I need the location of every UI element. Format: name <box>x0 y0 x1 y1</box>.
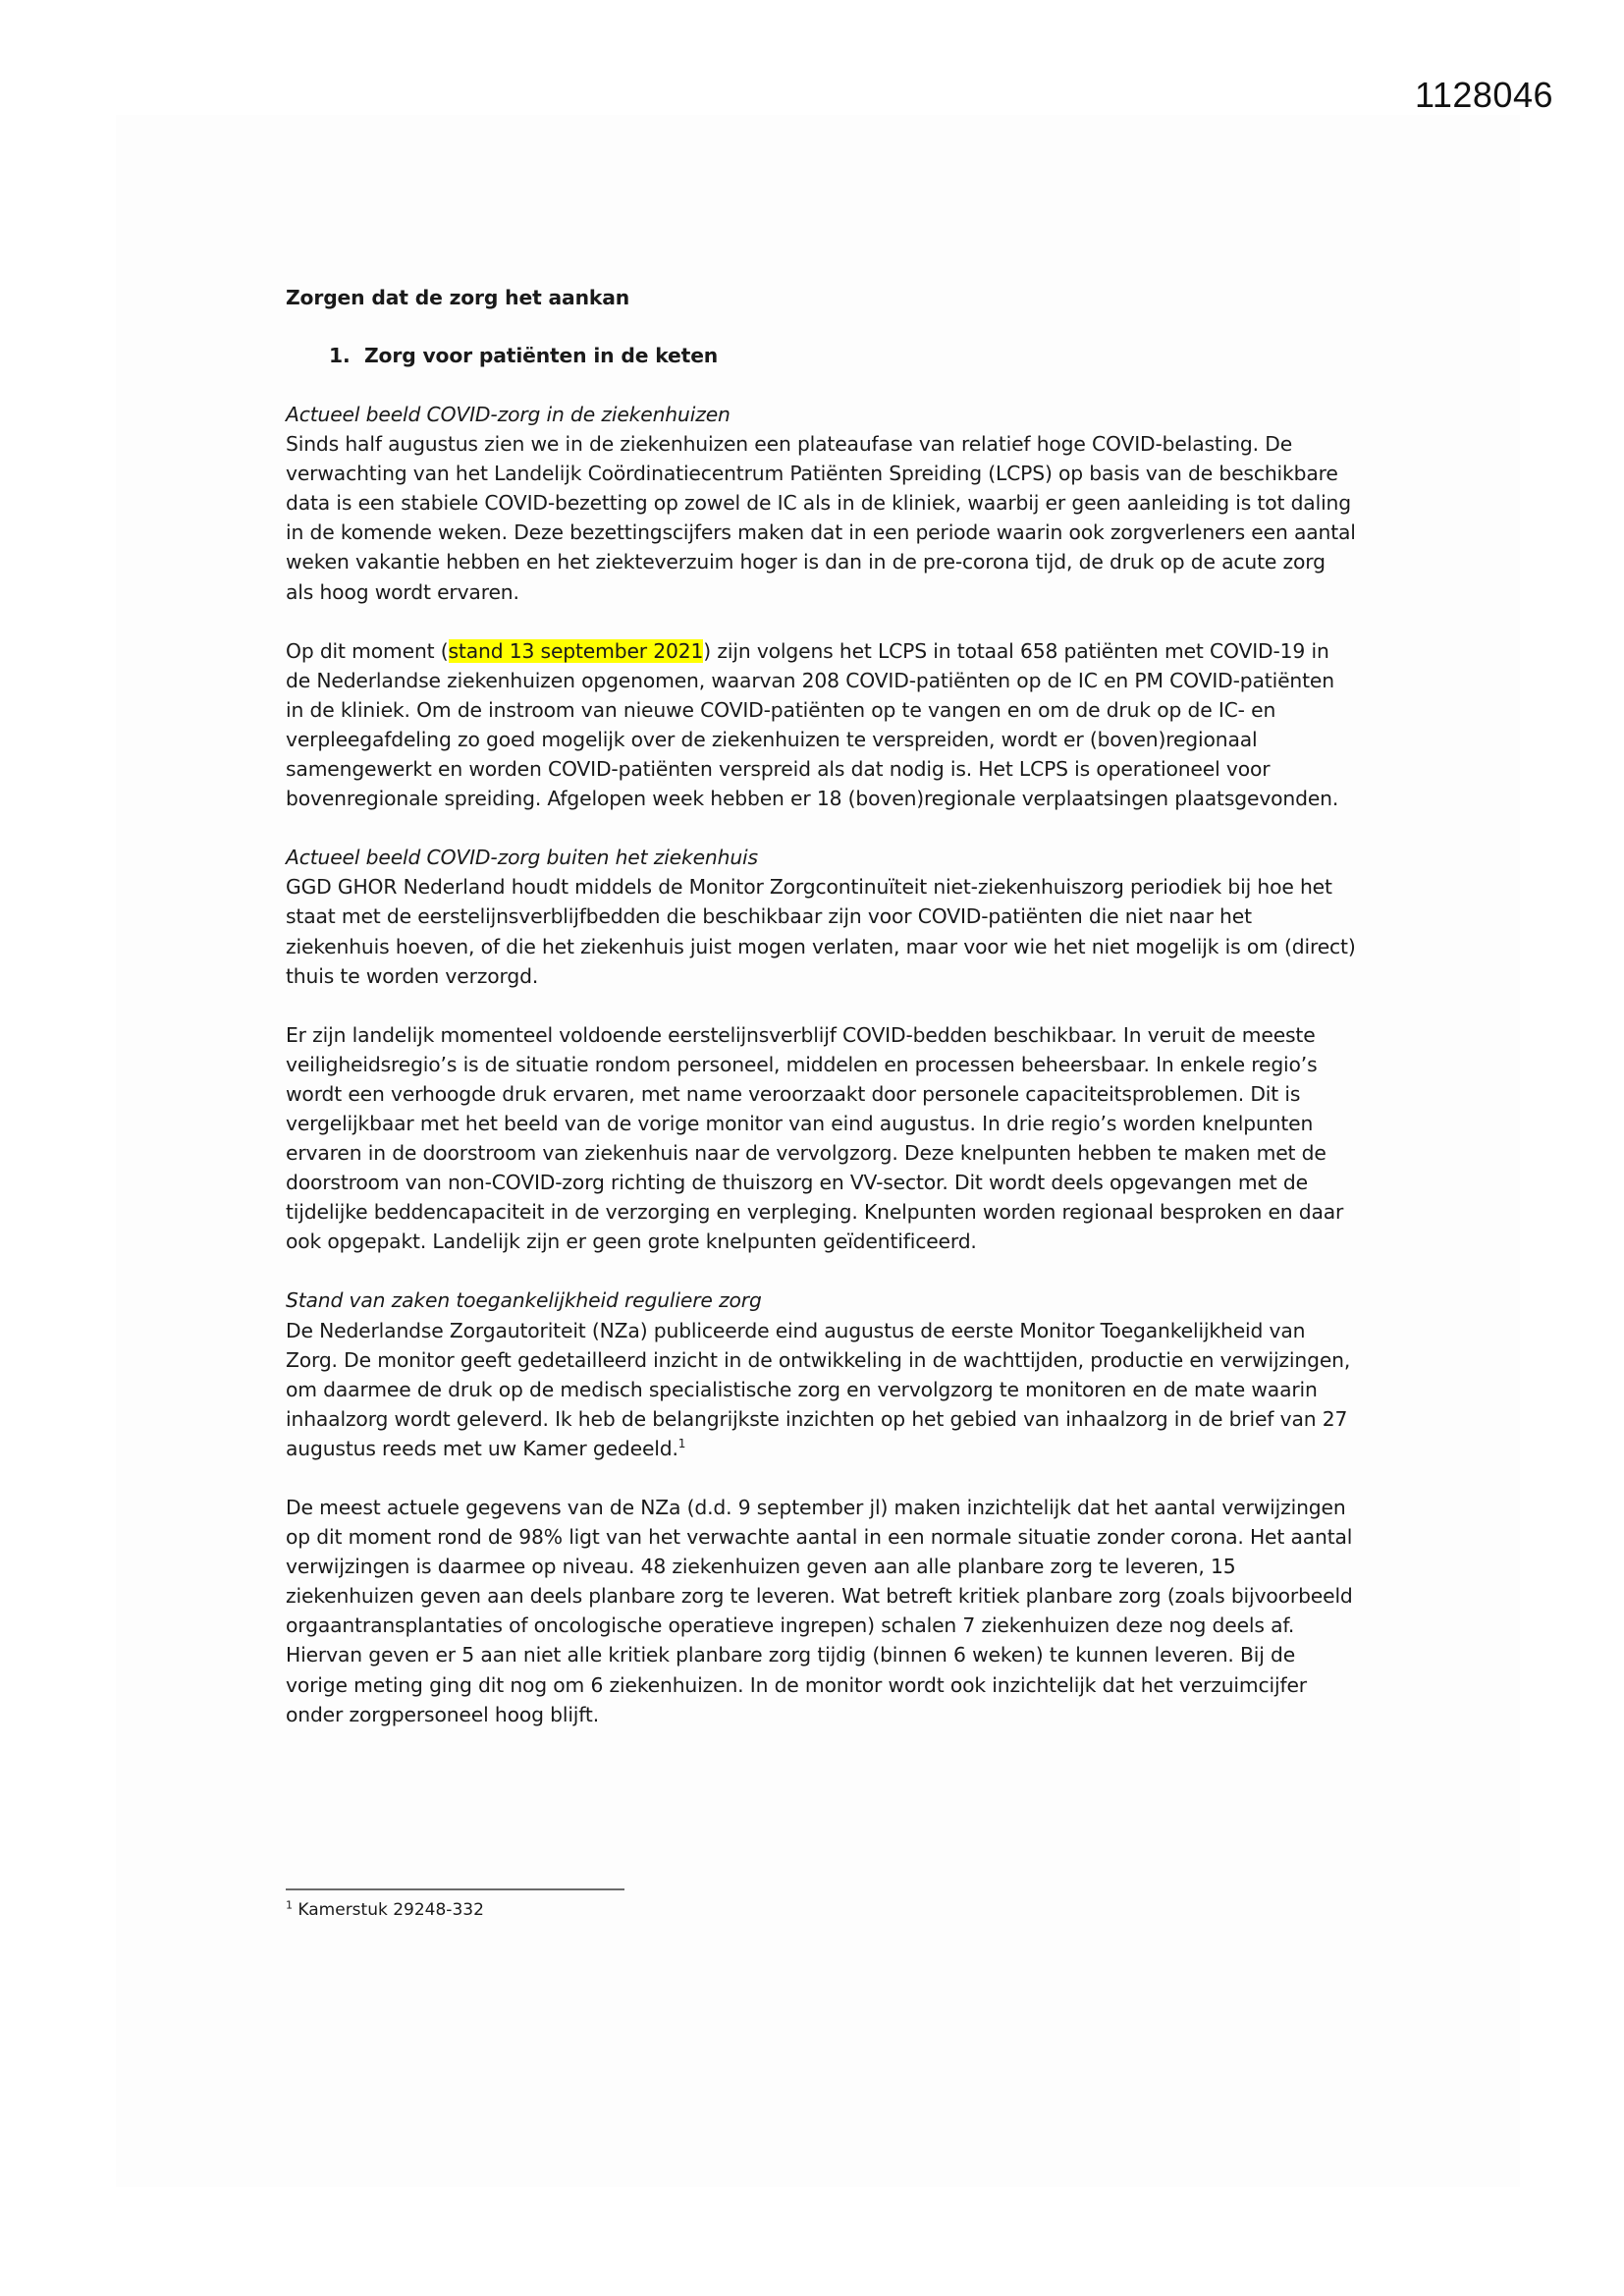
section-covid-care-outside-hospital <box>286 843 1356 1256</box>
main-heading: Zorgen dat de zorg het aankan <box>286 286 630 309</box>
footnote-marker: 1 <box>286 1898 293 1912</box>
paragraph: Er zijn landelijk momenteel voldoende eerstelijnsverblijf COVID-bedden beschikbaar. In veruit de meeste veiligheidsregio’s is de situatie rondom personeel, middelen en processen beheersbaar. In enkele regio’s wordt een verhoogde druk ervaren, met name veroorzaakt door personele capaciteitsproblemen. Dit is vergelijkbaar met het beeld van de vorige monitor van eind augustus. In drie regio’s worden knelpunten ervaren in de doorstroom van ziekenhuis naar de vervolgzorg. Deze knelpunten hebben te maken met de doorstroom van non-COVID-zorg richting de thuiszorg en VV-sector. Dit wordt deels opgevangen met de tijdelijke beddencapaciteit in de verzorging en verpleging. Knelpunten worden regionaal besproken en daar ook opgepakt. Landelijk zijn er geen grote knelpunten geïdentificeerd. <box>286 1022 1344 1254</box>
paragraph-text: ) zijn volgens het LCPS in totaal 658 patiënten met COVID-19 in de Nederlandse ziekenhuizen opgenomen, waarvan 208 COVID-patiënten op de IC en PM COVID-patiënten in de kliniek. Om de instroom van nieuwe COVID-patiënten op te vangen en om de druk op de IC- en verpleegafdeling zo goed mogelijk over de ziekenhuizen te verspreiden, wordt er (boven)regionaal samengewerkt en worden COVID-patiënten verspreid als dat nodig is. Het LCPS is operationeel voor bovenregionale spreiding. Afgelopen week hebben er 18 (boven)regionale verplaatsingen plaatsgevonden. <box>286 638 1339 811</box>
footnote-divider <box>286 1888 624 1890</box>
sub-heading-number: 1. <box>329 344 351 367</box>
footnote-text: Kamerstuk 29248-332 <box>298 1900 484 1920</box>
sub-heading-title: Zorg voor patiënten in de keten <box>364 344 719 367</box>
section-covid-care-hospitals <box>286 400 1356 813</box>
highlighted-date: stand 13 september 2021 <box>448 638 704 663</box>
document-number: 1128046 <box>1415 75 1553 115</box>
paragraph: De meest actuele gegevens van de NZa (d.d. 9 september jl) maken inzichtelijk dat het aantal verwijzingen op dit moment rond de 98% ligt van het verwachte aantal in een normale situatie zonder corona. Het aantal verwijzingen is daarmee op niveau. 48 ziekenhuizen geven aan alle planbare zorg te leveren, 15 ziekenhuizen geven aan deels planbare zorg te leveren. Wat betreft kritiek planbare zorg (zoals bijvoorbeeld orgaantransplantaties of oncologische operatieve ingrepen) schalen 7 ziekenhuizen deze nog deels af. Hiervan geven er 5 aan niet alle kritiek planbare zorg tijdig (binnen 6 weken) te kunnen leveren. Bij de vorige meting ging dit nog om 6 ziekenhuizen. In de monitor wordt ook inzichtelijk dat het verzuimcijfer onder zorgpersoneel hoog blijft. <box>286 1496 1353 1726</box>
paragraph-text: Op dit moment ( <box>286 638 449 663</box>
paragraph-text: De Nederlandse Zorgautoriteit (NZa) publiceerde eind augustus de eerste Monitor Toegankelijkheid van Zorg. De monitor geeft gedetailleerd inzicht in de ontwikkeling in de wachttijden, productie en verwijzingen, om daarmee de druk op de medisch specialistische zorg en vervolgzorg te monitoren en de mate waarin inhaalzorg wordt geleverd. Ik heb de belangrijkste inzichten op het gebied van inhaalzorg in de brief van 27 augustus reeds met uw Kamer gedeeld. <box>286 1318 1351 1460</box>
sub-heading <box>286 341 1356 370</box>
paragraph: Sinds half augustus zien we in de ziekenhuizen een plateaufase van relatief hoge COVID-belasting. De verwachting van het Landelijk Coördinatiecentrum Patiënten Spreiding (LCPS) op basis van de beschikbare data is een stabiele COVID-bezetting op zowel de IC als in de kliniek, waarbij er geen aanleiding is tot daling in de komende weken. Deze bezettingscijfers maken dat in een periode waarin ook zorgverleners een aantal weken vakantie hebben en het ziekteverzuim hoger is dan in de pre-corona tijd, de druk op de acute zorg als hoog wordt ervaren. <box>286 432 1356 604</box>
section-title: Stand van zaken toegankelijkheid reguliere zorg <box>286 1288 762 1313</box>
footnote-reference[interactable]: 1 <box>677 1437 686 1451</box>
footnote <box>286 1898 484 1922</box>
paragraph <box>286 1316 1356 1463</box>
section-regular-care-accessibility <box>286 1285 1356 1728</box>
section-title: Actueel beeld COVID-zorg in de ziekenhuizen <box>286 403 731 426</box>
paragraph: GGD GHOR Nederland houdt middels de Monitor Zorgcontinuïteit niet-ziekenhuiszorg periodiek bij hoe het staat met de eerstelijnsverblijfbedden die beschikbaar zijn voor COVID-patiënten die niet naar het ziekenhuis hoeven, of die het ziekenhuis juist mogen verlaten, maar voor wie het niet mogelijk is om (direct) thuis te worden verzorgd. <box>286 875 1356 988</box>
paragraph <box>286 636 1356 814</box>
section-title: Actueel beeld COVID-zorg buiten het ziekenhuis <box>286 846 758 870</box>
document-body <box>286 283 1356 1729</box>
